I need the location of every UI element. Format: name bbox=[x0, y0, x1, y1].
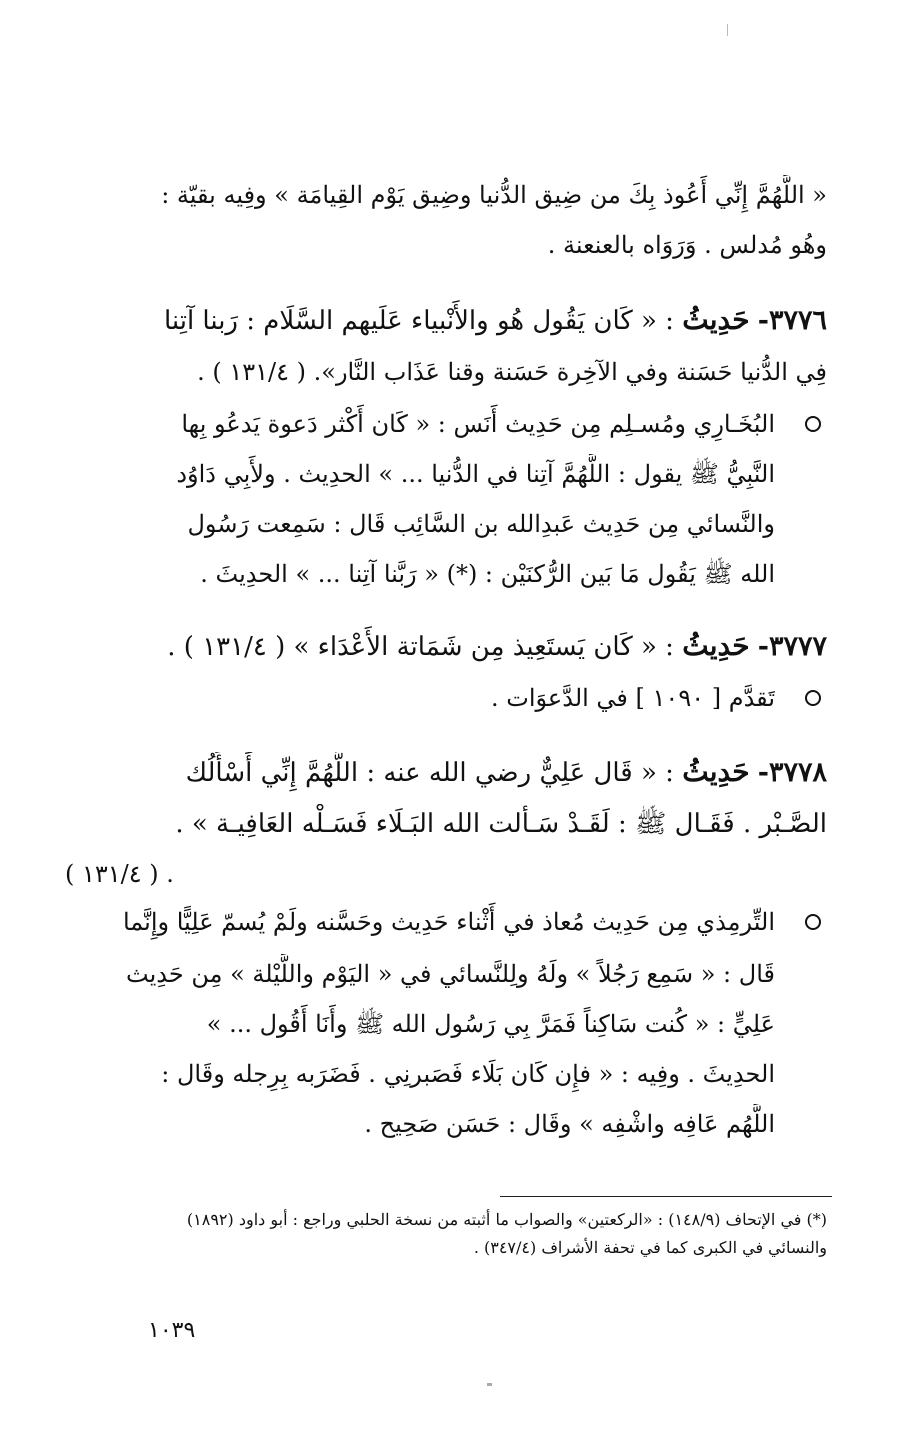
intro-line-2: وهُو مُدلس . وَرَوَاه بالعنعنة . bbox=[547, 231, 827, 259]
entry-3776-keyword: حَدِيثُ bbox=[682, 303, 750, 336]
entry-3776-head-2: فِي الدُّنيا حَسَنة وفي الآخِرة حَسَنة وقنا عَذَاب النَّار». ( ١٣١/٤ ) . bbox=[197, 358, 827, 386]
entry-3776-text-1: : « كَان يَقُول هُو والأَنْبياء عَلَيهم السَّلَام : رَبنا آتِنا bbox=[163, 306, 683, 336]
comment-marker-3776 bbox=[805, 416, 821, 432]
intro-line-1: « اللَّهُمَّ إِنِّي أَعُوذ بِكَ من ضِيق الدُّنيا وضِيق يَوْم القِيامَة » وفِيه بقيّة : bbox=[161, 181, 827, 209]
entry-3778-comment-1: التِّرمِذي مِن حَدِيث مُعاذ في أَثْناء حَدِيث وحَسَّنه ولَمْ يُسمّ عَلِيًّا وإِنَّما bbox=[122, 908, 775, 936]
entry-3778-comment-3: عَلِيٍّ : « كُنت سَاكِناً فَمَرَّ بِي رَسُول الله ﷺ وأَنَا أَقُول ... » bbox=[206, 1010, 775, 1038]
comment-marker-3777 bbox=[805, 690, 821, 706]
entry-3776-comment-1: البُخَـارِي ومُسـلِم مِن حَدِيث أَنَس : « كَان أَكْثر دَعوة يَدعُو بِها bbox=[181, 410, 775, 438]
entry-3778-head-3: ( ١٣١/٤ ) . bbox=[65, 860, 174, 888]
footnote-line-1: (*) في الإتحاف (١٤٨/٩) : «الركعتين» والصواب ما أثبته من نسخة الحلبي وراجع : أبو داود (١٨٩٢) bbox=[186, 1210, 827, 1229]
entry-3776-number: ٣٧٧٦- bbox=[757, 305, 827, 336]
footnote-line-2: والنسائي في الكبرى كما في تحفة الأشراف (٣٤٧/٤) . bbox=[473, 1238, 827, 1257]
entry-3778-keyword: حَدِيثُ bbox=[682, 755, 750, 788]
entry-3777-text-1: : « كَان يَستَعِيذ مِن شَمَاتة الأَعْدَاء » ( ١٣١/٤ ) . bbox=[167, 632, 683, 662]
page-number: ١٠٣٩ bbox=[148, 1318, 196, 1343]
entry-3778-comment-2: قَال : « سَمِع رَجُلاً » ولَهُ ولِلنَّسائي في « اليَوْم واللَّيْلة » مِن حَدِيث bbox=[126, 960, 775, 988]
entry-3778-head-2: الصَّـبْر . فَقَـال ﷺ : لَقَـدْ سَـأَلت الله البَـلَاء فَسَـلْه العَافِيـة » . bbox=[175, 809, 827, 839]
entry-3777-head-1 bbox=[67, 626, 827, 667]
entry-3777-comment-1: تَقدَّم [ ١٠٩٠ ] في الدَّعوَات . bbox=[490, 684, 775, 712]
entry-3776-comment-3: والنَّسائي مِن حَدِيث عَبدِالله بن السَّائِب قَال : سَمِعت رَسُول bbox=[187, 510, 775, 538]
entry-3777-keyword: حَدِيثُ bbox=[682, 629, 750, 662]
entry-3778-number: ٣٧٧٨- bbox=[757, 757, 827, 788]
footnote-divider bbox=[500, 1196, 832, 1197]
entry-3776-comment-2: النَّبِيُّ ﷺ يقول : اللَّهُمَّ آتِنا في الدُّنيا ... » الحدِيث . ولأَبِي دَاوُد bbox=[176, 460, 775, 488]
entry-3778-head-1 bbox=[67, 752, 827, 793]
entry-3778-text-1: : « قَال عَلِيٌّ رضي الله عنه : اللَّهُمَّ إِنِّي أَسْأَلُك bbox=[185, 758, 683, 788]
entry-3776-comment-4: الله ﷺ يَقُول مَا بَين الرُّكنَيْن : (*) « رَبَّنا آتِنا ... » الحدِيثَ . bbox=[200, 560, 775, 588]
entry-3778-comment-5: اللَّهُم عَافِه واشْفِه » وقَال : حَسَن صَحِيح . bbox=[364, 1110, 775, 1138]
entry-3778-comment-4: الحدِيثَ . وفِيه : « فإِن كَان بَلَاء فَصَبرنِي . فَضَرَبه بِرِجله وقَال : bbox=[161, 1060, 775, 1088]
entry-3776-head-1 bbox=[67, 300, 827, 341]
scan-mark bbox=[727, 24, 728, 36]
entry-3777-number: ٣٧٧٧- bbox=[757, 631, 827, 662]
comment-marker-3778 bbox=[805, 914, 821, 930]
scan-speck bbox=[487, 1383, 492, 1386]
